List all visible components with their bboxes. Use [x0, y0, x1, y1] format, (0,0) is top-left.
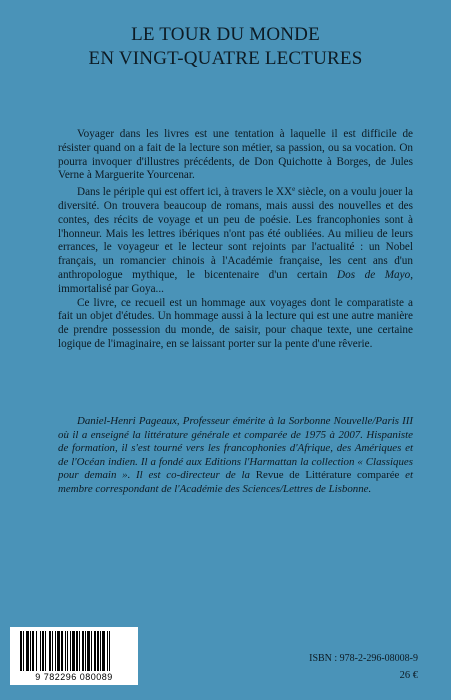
blurb-paragraph-1: Voyager dans les livres est une tentation à laquelle il est difficile de résister quand on a fait de la lecture son métier, sa passion, ou sa vocation. On pourra invoquer d'illustres précédents, de Don Quichotte à Borges, de Jules Verne à Marguerite Yourcenar.	[58, 128, 413, 182]
dos-de-mayo-title: Dos de Mayo	[337, 268, 411, 281]
barcode-bar	[20, 631, 22, 671]
barcode-bar	[109, 631, 110, 671]
price: 26 €	[399, 670, 418, 681]
barcode-bar	[42, 631, 44, 671]
barcode-bar	[107, 631, 108, 671]
barcode-bar	[26, 631, 29, 671]
barcode-bar	[94, 631, 96, 671]
barcode	[10, 627, 138, 685]
barcode-bar	[57, 631, 60, 671]
blurb	[58, 128, 413, 352]
journal-title: Revue de Littérature comparée	[255, 469, 400, 482]
barcode-bar	[55, 631, 56, 671]
barcode-bar	[45, 631, 46, 671]
barcode-bars	[10, 627, 138, 673]
century-superscript: e	[292, 185, 296, 194]
barcode-bar	[79, 631, 80, 671]
barcode-bar	[32, 631, 34, 671]
blurb-paragraph-2-start: Dans le périple qui est offert ici, à travers le XX	[77, 186, 293, 199]
book-title-line-1: LE TOUR DU MONDE	[131, 24, 320, 45]
barcode-bar	[30, 631, 31, 671]
blurb-paragraph-2-end: , immortalisé par Goya...	[58, 268, 413, 295]
barcode-bar	[97, 631, 99, 671]
barcode-bar	[65, 631, 66, 671]
barcode-bar	[91, 631, 92, 671]
author-bio-start: Daniel-Henri Pageaux, Professeur émérite à la Sorbonne Nouvelle/Paris III où il a enseigné la littérature générale et comparée de 1975 à 2007. Hispaniste de formation, il s'est tourné vers les francophonies d'Afrique, des Amériques et de l'Océan indien. Il a fondé aux Editions l'Harmattan la collection « Classiques pour demain ». Il est co-directeur de la	[58, 415, 413, 482]
blurb-paragraph-3: Ce livre, ce recueil est un hommage aux voyages dont le comparatiste a fait un objet d'études. Un hommage aussi à la lecture qui est une autre manière de prendre possession du monde, de saisir, pour chaque texte, une certaine logique de l'imaginaire, en se laissant porter sur la pente d'une rêverie.	[58, 296, 413, 350]
barcode-bar	[82, 631, 84, 671]
author-bio-end: et membre correspondant de l'Académie des Sciences/Lettres de Lisbonne.	[58, 469, 413, 495]
isbn: ISBN : 978-2-296-08008-9	[309, 653, 418, 664]
barcode-bar	[102, 631, 105, 671]
barcode-bar	[67, 631, 68, 671]
barcode-bar	[40, 631, 41, 671]
barcode-bar	[36, 631, 37, 671]
blurb-paragraph-2	[58, 183, 413, 296]
author-bio	[58, 415, 413, 497]
blurb-paragraph-2-middle: siècle, on a voulu jouer la diversité. On trouvera beaucoup de romans, mais aussi des nouvelles et des contes, des récits de voyage et un peu de poésie. Les francophonies sont à l'honneur. Mais les lettres ibériques n'ont pas été oubliées. Au milieu de leurs errances, le voyageur et le lecteur sont rejoints par l'actualité : un Nobel français, un romancier chinois à l'Académie française, les cent ans d'un anthropologue mythique, le bicentenaire d'un certain	[58, 186, 413, 281]
barcode-number: 9 782296 080089	[35, 672, 113, 682]
barcode-bar	[70, 631, 71, 671]
barcode-bar	[61, 631, 63, 671]
barcode-bar	[87, 631, 90, 671]
barcode-bar	[52, 631, 53, 671]
barcode-bar	[49, 631, 51, 671]
barcode-bar	[76, 631, 78, 671]
barcode-bar	[100, 631, 101, 671]
book-title-line-2: EN VINGT-QUATRE LECTURES	[88, 48, 363, 69]
barcode-bar	[85, 631, 86, 671]
barcode-bar	[23, 631, 24, 671]
barcode-bar	[72, 631, 75, 671]
